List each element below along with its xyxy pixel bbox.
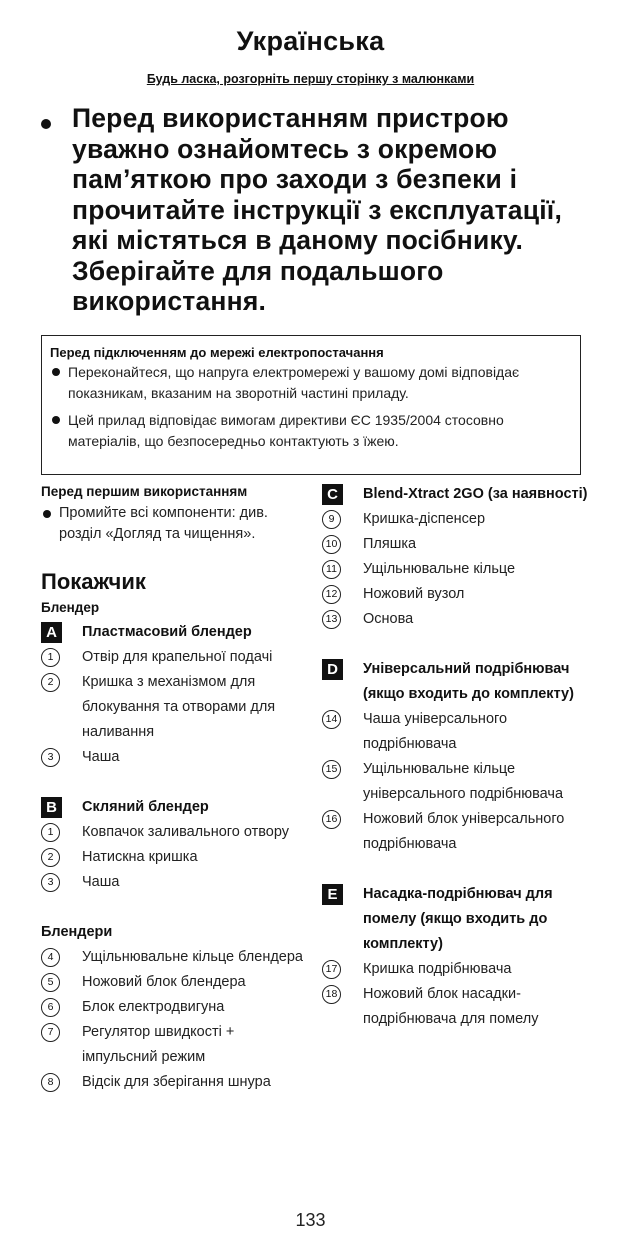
item-number: 9 bbox=[322, 510, 341, 529]
section-d-title: Універсальний подрібнювач (якщо входить до комплекту) bbox=[363, 661, 574, 702]
page-title: Українська bbox=[236, 26, 385, 56]
list-item bbox=[41, 1070, 303, 1095]
item-text: Натискна кришка bbox=[82, 849, 198, 865]
first-use-item-text: Промийте всі компоненти: див. розділ «Догляд та чищення». bbox=[59, 505, 268, 542]
list-item bbox=[322, 757, 602, 807]
item-text: Чаша bbox=[82, 874, 120, 890]
section-letter-e: E bbox=[322, 884, 343, 905]
list-item bbox=[322, 807, 602, 857]
power-box-item-text: Цей прилад відповідає вимогам директиви ЄС 1935/2004 стосовно матеріалів, що безпосередньо контактують з їжею. bbox=[68, 412, 504, 449]
blenders-header bbox=[41, 920, 303, 945]
list-item bbox=[322, 582, 602, 607]
bullet-dot-icon bbox=[52, 416, 60, 424]
intro-text: Перед використанням пристрою уважно ознайомтесь з окремою пам’яткою про заходи з безпеки і прочитайте інструкції з експлуатації, які містяться в даному посібнику. Зберігайте для подальшого використання. bbox=[72, 103, 563, 316]
item-text: Відсік для зберігання шнура bbox=[82, 1074, 271, 1090]
section-a-header bbox=[41, 620, 303, 645]
section-a-title: Пластмасовий блендер bbox=[82, 624, 252, 640]
section-c-header bbox=[322, 482, 602, 507]
power-box-item bbox=[50, 410, 572, 451]
section-d-header bbox=[322, 657, 602, 707]
blenders-title: Блендери bbox=[41, 924, 113, 940]
list-item bbox=[322, 957, 602, 982]
item-text: Ножовий блок насадки-подрібнювача для помелу bbox=[363, 986, 539, 1027]
list-item bbox=[322, 982, 602, 1032]
item-number: 4 bbox=[41, 948, 60, 967]
list-item bbox=[322, 707, 602, 757]
item-number: 13 bbox=[322, 610, 341, 629]
item-number: 15 bbox=[322, 760, 341, 779]
bullet-dot-icon bbox=[43, 510, 51, 518]
item-text: Пляшка bbox=[363, 536, 417, 552]
item-text: Ножовий блок універсального подрібнювача bbox=[363, 811, 565, 852]
section-b-title: Скляний блендер bbox=[82, 799, 209, 815]
list-item bbox=[41, 945, 303, 970]
list-item bbox=[41, 870, 303, 895]
power-box-item bbox=[50, 362, 572, 403]
list-item bbox=[41, 845, 303, 870]
bullet-dot-icon bbox=[41, 119, 51, 129]
bullet-dot-icon bbox=[52, 368, 60, 376]
item-number: 2 bbox=[41, 848, 60, 867]
item-number: 3 bbox=[41, 873, 60, 892]
section-letter-b: B bbox=[41, 797, 62, 818]
list-item bbox=[41, 1020, 303, 1070]
item-text: Регулятор швидкості + імпульсний режим bbox=[82, 1024, 235, 1065]
item-text: Основа bbox=[363, 611, 414, 627]
item-text: Чаша універсального подрібнювача bbox=[363, 711, 508, 752]
item-text: Ущільнювальне кільце універсального подрібнювача bbox=[363, 761, 564, 802]
first-use-title: Перед першим використанням bbox=[41, 484, 248, 499]
index-title: Покажчик bbox=[41, 569, 146, 594]
item-text: Ножовий вузол bbox=[363, 586, 465, 602]
item-text: Ковпачок заливального отвору bbox=[82, 824, 289, 840]
item-number: 14 bbox=[322, 710, 341, 729]
item-number: 17 bbox=[322, 960, 341, 979]
item-number: 1 bbox=[41, 648, 60, 667]
right-column bbox=[322, 480, 602, 1032]
item-number: 6 bbox=[41, 998, 60, 1017]
list-item bbox=[322, 607, 602, 632]
blender-label: Блендер bbox=[41, 600, 100, 615]
section-letter-c: C bbox=[322, 484, 343, 505]
section-letter-d: D bbox=[322, 659, 343, 680]
first-use-item bbox=[41, 503, 303, 545]
item-text: Ущільнювальне кільце bbox=[363, 561, 516, 577]
item-number: 10 bbox=[322, 535, 341, 554]
section-e-header bbox=[322, 882, 602, 957]
item-number: 16 bbox=[322, 810, 341, 829]
item-text: Ущільнювальне кільце блендера bbox=[82, 949, 303, 965]
list-item bbox=[41, 995, 303, 1020]
power-box-title: Перед підключенням до мережі електропостачання bbox=[50, 345, 384, 360]
left-column bbox=[41, 480, 303, 1095]
list-item bbox=[322, 557, 602, 582]
item-text: Кришка-діспенсер bbox=[363, 511, 486, 527]
section-b-header bbox=[41, 795, 303, 820]
item-text: Блок електродвигуна bbox=[82, 999, 225, 1015]
item-text: Ножовий блок блендера bbox=[82, 974, 246, 990]
item-number: 7 bbox=[41, 1023, 60, 1042]
power-box-item-text: Переконайтеся, що напруга електромережі у вашому домі відповідає показникам, вказаним на зворотній частині приладу. bbox=[68, 364, 520, 401]
list-item bbox=[322, 507, 602, 532]
item-text: Чаша bbox=[82, 749, 120, 765]
list-item bbox=[41, 970, 303, 995]
item-number: 1 bbox=[41, 823, 60, 842]
list-item bbox=[41, 670, 303, 745]
item-number: 11 bbox=[322, 560, 341, 579]
item-text: Кришка з механізмом для блокування та отворами для наливання bbox=[82, 674, 276, 740]
item-number: 3 bbox=[41, 748, 60, 767]
item-text: Отвір для крапельної подачі bbox=[82, 649, 273, 665]
section-e-title: Насадка-подрібнювач для помелу (якщо входить до комплекту) bbox=[363, 886, 553, 952]
subtitle-text: Будь ласка, розгорніть першу сторінку з малюнками bbox=[146, 72, 475, 86]
item-number: 18 bbox=[322, 985, 341, 1004]
item-number: 2 bbox=[41, 673, 60, 692]
page-number: 133 bbox=[295, 1210, 326, 1230]
section-letter-a: A bbox=[41, 622, 62, 643]
list-item bbox=[41, 820, 303, 845]
item-number: 8 bbox=[41, 1073, 60, 1092]
page-subtitle bbox=[0, 72, 621, 86]
item-number: 12 bbox=[322, 585, 341, 604]
section-c-title: Blend-Xtract 2GO (за наявності) bbox=[363, 486, 588, 502]
item-number: 5 bbox=[41, 973, 60, 992]
list-item bbox=[41, 745, 303, 770]
item-text: Кришка подрібнювача bbox=[363, 961, 512, 977]
power-box bbox=[41, 335, 581, 475]
list-item bbox=[322, 532, 602, 557]
list-item bbox=[41, 645, 303, 670]
